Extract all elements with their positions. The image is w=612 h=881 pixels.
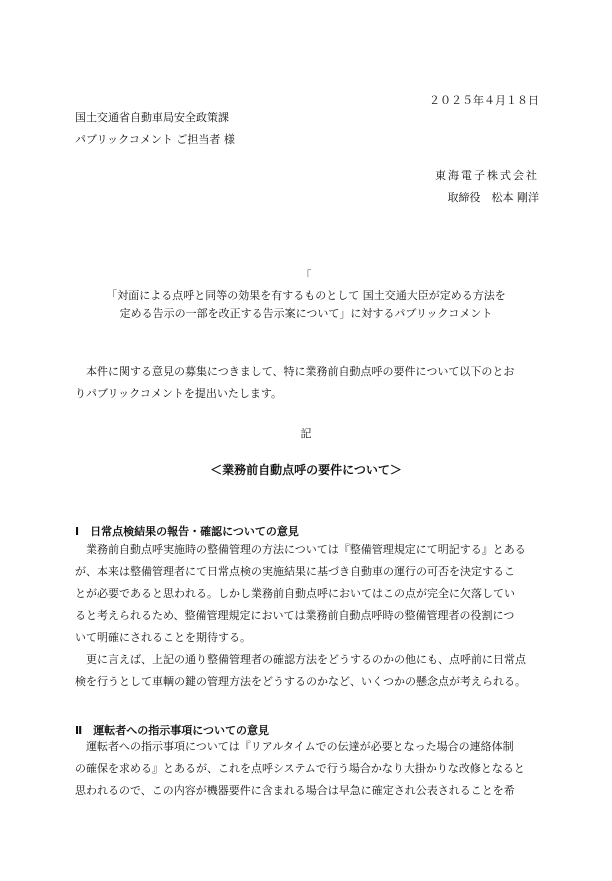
section-1-line: いて明確にされることを期待する。 xyxy=(75,631,251,644)
ki-marker: 記 xyxy=(300,427,312,440)
title-open-bracket: 「 xyxy=(300,269,312,282)
section-1-heading: Ⅰ 日常点検結果の報告・確認についての意見 xyxy=(75,525,299,538)
section-1-line: 検を行うとして車輌の鍵の管理方法をどうするのかなど、いくつかの懸念点が考えられる。 xyxy=(75,675,526,688)
section-1-line: とが必要であると思われる。しかし業務前自動点呼においてはこの点が完全に欠落してい xyxy=(75,587,515,600)
section-2-line: 思われるので、この内容が機器要件に含まれる場合は早急に確定され公表されることを希 xyxy=(75,784,515,797)
section-2-line: の確保を求める』とあるが、これを点呼システムで行う場合かなり大掛かりな改修となると xyxy=(75,762,525,775)
sender-company: 東海電子株式会社 xyxy=(435,169,539,182)
section-2-line: 運転者への指示事項については『リアルタイムでの伝達が必要となった場合の連絡体制 xyxy=(86,740,514,753)
intro-paragraph xyxy=(75,361,539,405)
section-1-line: 業務前自動点呼実施時の整備管理の方法については『整備管理規定にて明記する』とある xyxy=(86,543,526,556)
section-2-paragraph-1 xyxy=(75,736,539,802)
title-line-2: 定める告示の一部を改正する告示案について」に対するパブリックコメント xyxy=(119,307,493,320)
sender-person: 取締役 松本 剛洋 xyxy=(447,191,539,204)
section-1-line: 更に言えば、上記の通り整備管理者の確認方法をどうするのかの他にも、点呼前に日常点 xyxy=(86,653,526,666)
recipient-department: 国土交通省自動車局安全政策課 xyxy=(75,111,229,124)
section-1-paragraph-2 xyxy=(75,649,539,693)
section-2-heading: Ⅱ 運転者への指示事項についての意見 xyxy=(75,724,270,737)
title-line-1: 「対面による点呼と同等の効果を有するものとして 国土交通大臣が定める方法を xyxy=(106,289,506,302)
intro-line: 本件に関する意見の募集につきまして、特に業務前自動点呼の要件について以下のとお xyxy=(86,365,515,378)
intro-line: りパブリックコメントを提出いたします。 xyxy=(75,387,283,400)
section-1-paragraph-1 xyxy=(75,539,539,649)
document-date: ２０２５年４月１８日 xyxy=(429,94,539,107)
section-1-line: ると考えられるため、整備管理規定においては業務前自動点呼時の整備管理者の役割につ xyxy=(75,609,515,622)
section-1-line: が、本来は整備管理者にて日常点検の実施結果に基づき自動車の運行の可否を決定するこ xyxy=(75,565,515,578)
subject-heading: ＜業務前自動点呼の要件について＞ xyxy=(210,463,402,477)
recipient-person: パブリックコメント ご担当者 様 xyxy=(75,133,235,146)
